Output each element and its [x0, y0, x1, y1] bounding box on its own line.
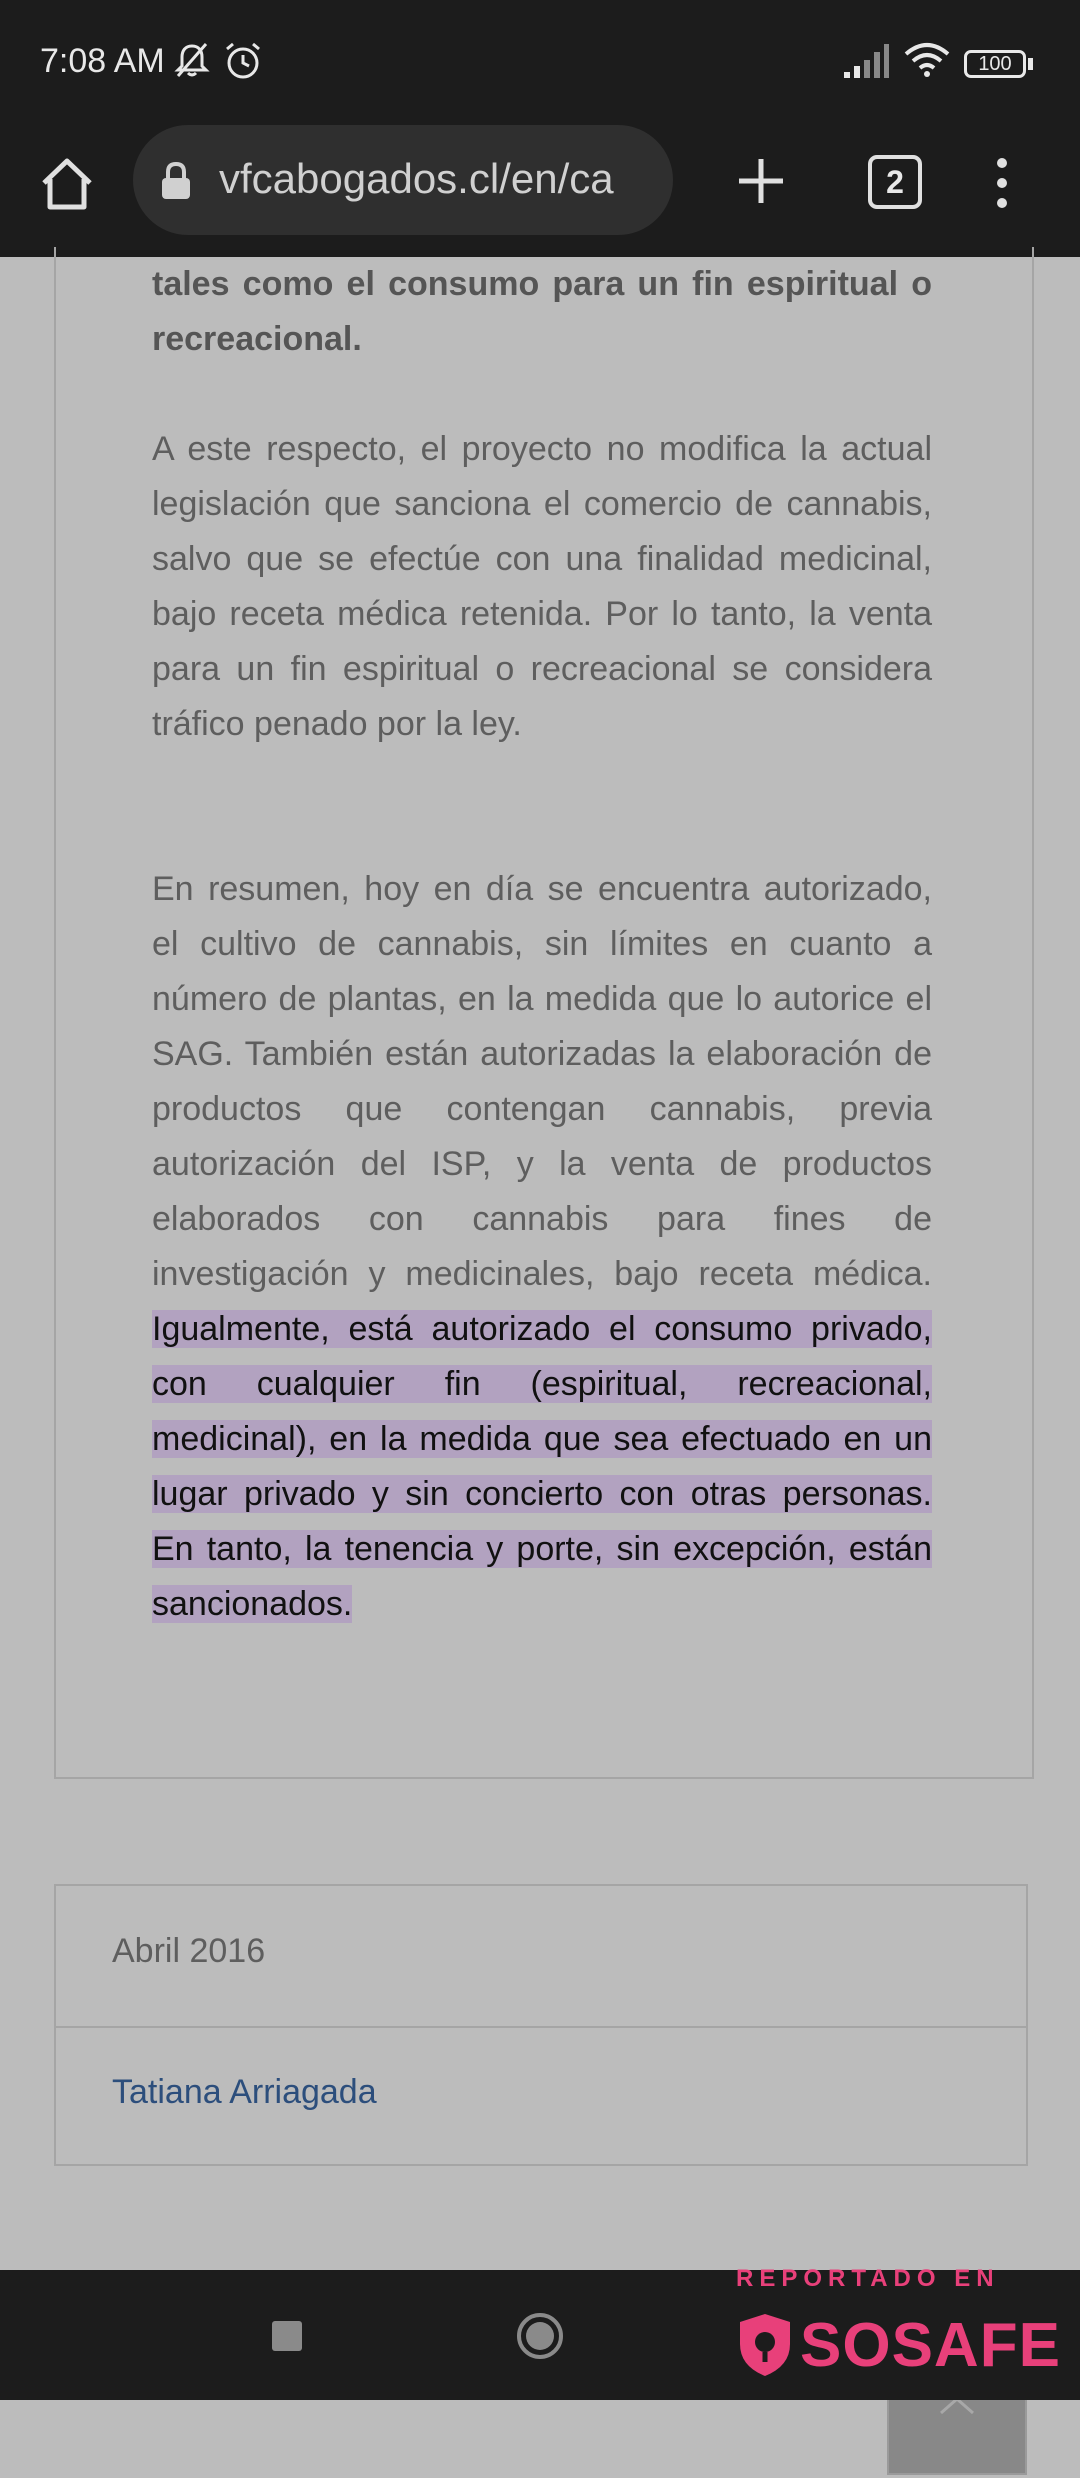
article-bold-text: tales como el consumo para un fin espiritual o recreacional.: [152, 265, 932, 358]
battery-tip: [1028, 58, 1033, 70]
tab-count: 2: [886, 164, 904, 200]
more-vert-icon[interactable]: [990, 153, 1014, 213]
article-paragraph-1: A este respecto, el proyecto no modifica la actual legislación que sanciona el comercio de cannabis, salvo que se efectúe con una finalidad medicinal, bajo receta médica retenida. Por lo tanto, la venta para un fin espiritual o recreacional se considera tráfico penado por la ley.: [152, 430, 932, 743]
post-author-row: [56, 2027, 1026, 2167]
status-time: 7:08 AM: [40, 42, 165, 80]
post-meta-box: [54, 1884, 1028, 2166]
post-author-link[interactable]: Tatiana Arriagada: [112, 2073, 377, 2111]
watermark-caption: REPORTADO EN: [736, 2265, 1000, 2292]
status-bar: [0, 0, 1080, 125]
page-content: [0, 257, 1080, 2270]
browser-toolbar: [0, 125, 1080, 257]
plus-icon[interactable]: [733, 153, 789, 209]
alarm-icon: [222, 40, 264, 82]
post-date-row: [56, 1886, 1026, 2028]
tabs-icon[interactable]: [868, 155, 922, 209]
article-paragraph-2: [152, 862, 932, 1632]
battery-icon: [964, 50, 1026, 78]
watermark-brand: SOSAFE: [800, 2311, 1061, 2380]
shield-icon: [735, 2310, 795, 2380]
signal-icon: [842, 40, 890, 80]
home-icon[interactable]: [38, 155, 96, 213]
home-nav-button[interactable]: [516, 2312, 564, 2360]
url-text[interactable]: vfcabogados.cl/en/ca: [219, 155, 614, 202]
post-date: Abril 2016: [112, 1932, 266, 1970]
address-bar[interactable]: [133, 125, 673, 235]
lock-icon: [159, 161, 193, 201]
sosafe-watermark: [735, 2310, 1061, 2380]
muted-bell-icon: [172, 40, 212, 80]
wifi-icon: [902, 40, 952, 80]
recents-button[interactable]: [272, 2321, 302, 2351]
selected-text-highlight[interactable]: Igualmente, está autorizado el consumo privado, con cualquier fin (espiritual, recreacional, medicinal), en la medida que sea efectuado en un lugar privado y sin concierto con otras personas. En tanto, la tenencia y porte, sin excepción, están sancionados.: [152, 1310, 932, 1623]
battery-level: 100: [978, 53, 1012, 75]
paragraph-2-plain: En resumen, hoy en día se encuentra autorizado, el cultivo de cannabis, sin límites en cuanto a número de plantas, en la medida que lo autorice el SAG. También están autorizadas la elaboración de productos que contengan cannabis, previa autorización del ISP, y la venta de productos elaborados con cannabis para fines de investigación y medicinales, bajo receta médica.: [152, 870, 932, 1293]
